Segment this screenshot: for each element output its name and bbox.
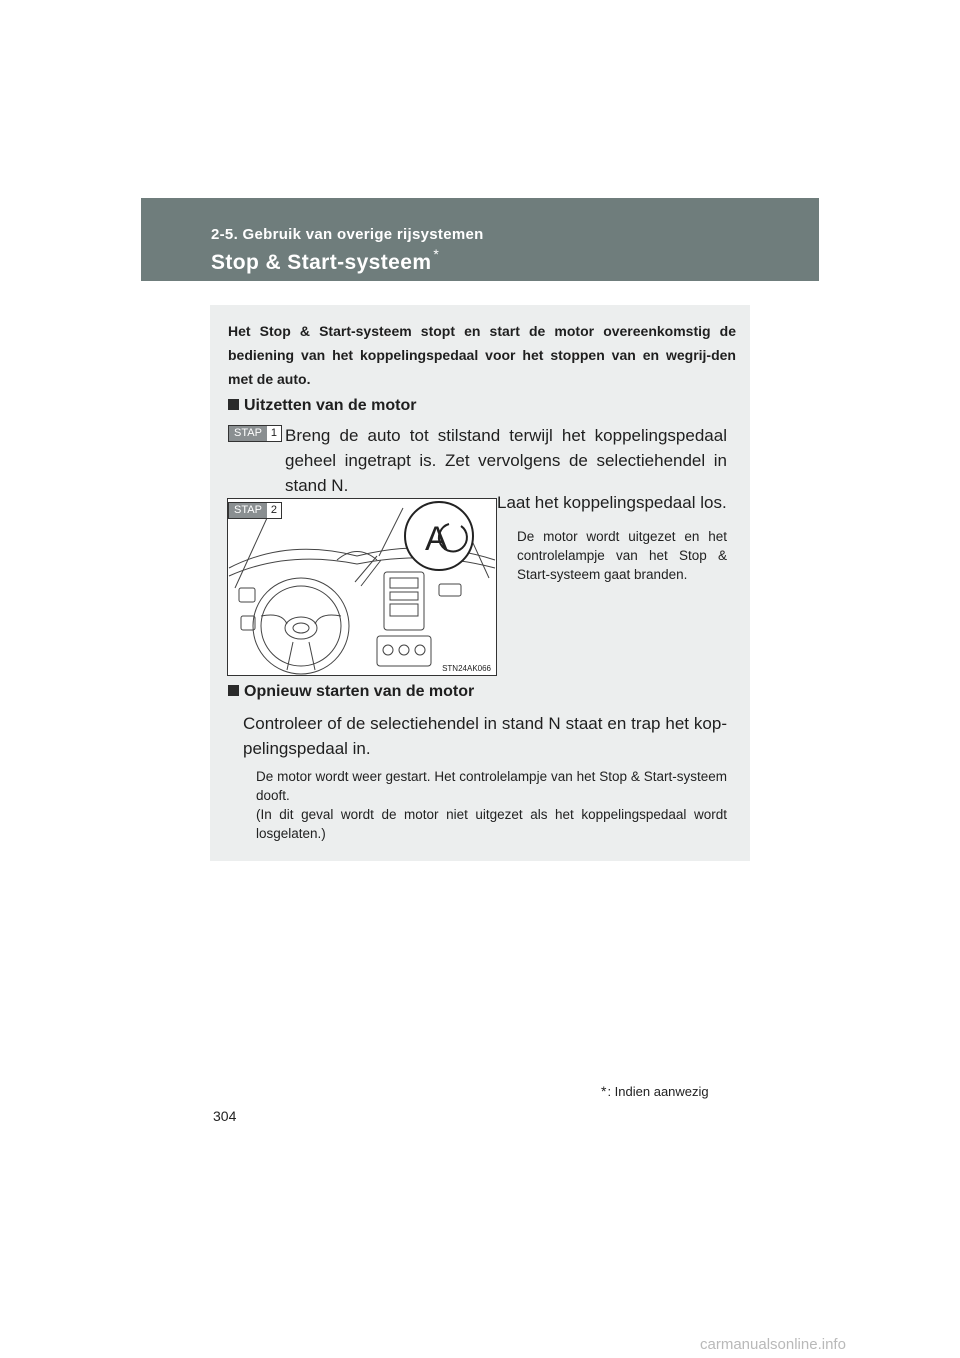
asterisk-mark: * [433, 246, 440, 262]
restart-note-line2: (In dit geval wordt de motor niet uitgezet als het koppelingspedaal wordt losgelaten.) [256, 807, 727, 841]
page-number: 304 [213, 1108, 237, 1124]
asterisk-icon: * [601, 1083, 607, 1099]
restart-note-line1: De motor wordt weer gestart. Het controlelampje van het Stop & Start-systeem dooft. [256, 769, 727, 803]
step2-badge [228, 502, 282, 519]
page-title-text: Stop & Start-systeem [211, 251, 432, 274]
footnote [601, 1083, 709, 1099]
page-title [211, 246, 439, 275]
section-title: 2-5. Gebruik van overige rijsystemen [211, 226, 484, 243]
watermark: carmanualsonline.info [700, 1336, 846, 1353]
section-header [141, 198, 819, 281]
restart-note [256, 767, 727, 843]
illustration-code: STN24AK066 [442, 664, 491, 673]
step1-text: Breng de auto tot stilstand terwijl het koppelingspedaal geheel ingetrapt is. Zet vervolgens de selectiehendel in stand N. [285, 426, 727, 495]
square-bullet-icon [228, 399, 239, 410]
intro-paragraph: Het Stop & Start-systeem stopt en start de motor overeenkomstig de bediening van het koppelingspedaal voor het stoppen van en wegrij-den met de auto. [228, 323, 736, 387]
step1-badge-label: STAP [229, 426, 267, 441]
restart-text: Controleer of de selectiehendel in stand N staat en trap het kop-pelingspedaal in. [243, 714, 727, 758]
footnote-text: : Indien aanwezig [607, 1084, 709, 1099]
content-box [210, 305, 750, 861]
stop-heading [228, 397, 416, 415]
step2-text: Laat het koppelingspedaal los. [497, 493, 727, 512]
restart-heading [228, 683, 474, 701]
dashboard-drawing [227, 498, 497, 676]
restart-heading-text: Opnieuw starten van de motor [244, 683, 475, 700]
step2-note: De motor wordt uitgezet en het controlelampje van het Stop & Start-systeem gaat branden. [517, 529, 727, 582]
stop-heading-text: Uitzetten van de motor [244, 397, 417, 414]
callout-label: A [425, 520, 448, 558]
step1-badge [228, 425, 282, 442]
square-bullet-icon [228, 685, 239, 696]
step1-badge-number: 1 [270, 427, 278, 439]
dashboard-illustration [227, 498, 497, 676]
step2-badge-number: 2 [270, 504, 278, 516]
step2-badge-label: STAP [229, 503, 267, 518]
